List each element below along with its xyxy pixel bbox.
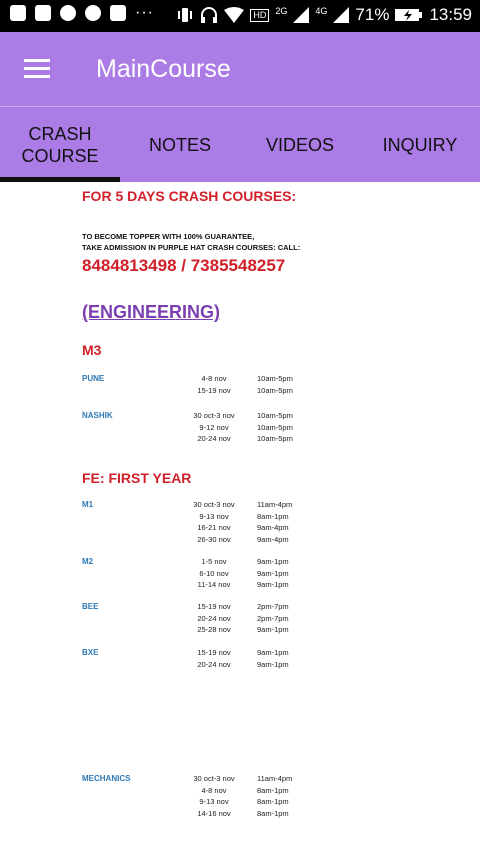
- schedule-date: 6-10 nov: [199, 568, 229, 578]
- system-icons: [176, 4, 472, 26]
- course-name: MECHANICS: [82, 774, 131, 783]
- intro-line-1: TO BECOME TOPPER WITH 100% GUARANTEE,: [82, 232, 255, 241]
- course-name: M2: [82, 557, 94, 566]
- phone-numbers[interactable]: 8484813498 / 7385548257: [82, 256, 286, 275]
- overflow-dots: ···: [135, 4, 154, 21]
- tab-bar: [0, 107, 480, 182]
- headphones-icon: [200, 6, 218, 24]
- signal-icon-1: [293, 7, 309, 23]
- engineering-heading: (ENGINEERING): [82, 302, 221, 322]
- tab-inquiry[interactable]: INQUIRY: [382, 134, 458, 155]
- schedule-time: 10am-5pm: [257, 374, 293, 383]
- schedule-date: 16-21 nov: [197, 523, 231, 532]
- crash-course-heading: FOR 5 DAYS CRASH COURSES:: [82, 188, 297, 204]
- app-title: MainCourse: [96, 55, 231, 83]
- schedule-date: 30 oct-3 nov: [193, 411, 235, 420]
- schedule-date: 4-8 nov: [201, 374, 227, 383]
- schedule-time: 10am-5pm: [257, 385, 293, 395]
- image-icon: [110, 5, 126, 21]
- course-name: NASHIK: [82, 411, 113, 420]
- briefcase-icon: [35, 5, 51, 21]
- schedule-time: 2pm-7pm: [257, 613, 289, 623]
- network-2g-label: 2G: [275, 6, 288, 16]
- schedule-time: 8am-1pm: [257, 808, 289, 818]
- course-name: BXE: [82, 648, 99, 657]
- schedule-date: 26-30 nov: [197, 534, 231, 544]
- tab-crash-course[interactable]: [0, 107, 120, 182]
- schedule-date: 20-24 nov: [197, 434, 231, 443]
- schedule-time: 9am-1pm: [257, 659, 289, 669]
- course-name: M1: [82, 500, 94, 509]
- schedule-time: 9am-1pm: [257, 625, 289, 634]
- schedule-date: 25-28 nov: [197, 625, 231, 634]
- wifi-icon: [224, 7, 244, 23]
- network-4g-label: 4G: [315, 6, 328, 16]
- schedule-time: 11am-4pm: [257, 500, 293, 509]
- schedule-date: 1-5 nov: [201, 557, 227, 566]
- hamburger-menu-icon[interactable]: [24, 59, 50, 79]
- schedule-date: 30 oct-3 nov: [193, 774, 235, 783]
- schedule-time: 9am-4pm: [257, 523, 289, 532]
- schedule-time: 9am-1pm: [257, 568, 289, 578]
- fe-heading: FE: FIRST YEAR: [82, 470, 192, 486]
- m3-heading: M3: [82, 342, 102, 358]
- schedule-time: 10am-5pm: [257, 411, 293, 420]
- schedule-time: 9am-1pm: [257, 648, 289, 657]
- app-bar: [0, 32, 480, 106]
- schedule-date: 15-19 nov: [197, 602, 231, 611]
- schedule-time: 8am-1pm: [257, 797, 289, 806]
- status-bar: [0, 0, 480, 32]
- schedule-time: 9am-1pm: [257, 557, 289, 566]
- clock: 13:59: [429, 5, 472, 24]
- schedule-date: 20-24 nov: [197, 613, 231, 623]
- hd-badge: HD: [250, 9, 269, 22]
- usb-icon: [10, 5, 26, 21]
- battery-charging-icon: [395, 8, 423, 22]
- schedule-date: 20-24 nov: [197, 659, 231, 669]
- crash-course-content: [0, 182, 480, 853]
- battery-percent: 71%: [355, 5, 390, 24]
- schedule-time: 10am-5pm: [257, 434, 293, 443]
- notification-icons: [10, 5, 154, 21]
- schedule-time: 10am-5pm: [257, 422, 293, 432]
- tab-crash-course-line1: CRASH: [28, 123, 92, 144]
- schedule-time: 11am-4pm: [257, 774, 293, 783]
- schedule-date: 9-12 nov: [199, 422, 229, 432]
- schedule-time: 8am-1pm: [257, 785, 289, 795]
- skype-icon: [85, 5, 101, 21]
- schedule-date: 30 oct-3 nov: [193, 500, 235, 509]
- schedule-time: 2pm-7pm: [257, 602, 289, 611]
- schedule-date: 15-19 nov: [197, 648, 231, 657]
- vibrate-icon: [176, 7, 194, 23]
- intro-line-2: TAKE ADMISSION IN PURPLE HAT CRASH COURSES: CALL:: [82, 243, 301, 252]
- tab-notes[interactable]: NOTES: [148, 134, 211, 155]
- schedule-date: 14-16 nov: [197, 808, 231, 818]
- schedule-date: 9-13 nov: [199, 797, 229, 806]
- course-name: BEE: [82, 602, 99, 611]
- schedule-date: 4-8 nov: [201, 785, 227, 795]
- schedule-date: 15-19 nov: [197, 385, 231, 395]
- signal-icon-2: [333, 7, 349, 23]
- schedule-date: 11-14 nov: [197, 580, 231, 589]
- schedule-time: 9am-1pm: [257, 580, 289, 589]
- schedule-time: 9am-4pm: [257, 534, 289, 544]
- tab-crash-course-line2: COURSE: [21, 145, 99, 166]
- tab-videos[interactable]: VIDEOS: [265, 134, 335, 155]
- uc-browser-icon: [60, 5, 76, 21]
- course-name: PUNE: [82, 374, 105, 383]
- schedule-date: 9-13 nov: [199, 511, 229, 521]
- schedule-time: 8am-1pm: [257, 511, 289, 521]
